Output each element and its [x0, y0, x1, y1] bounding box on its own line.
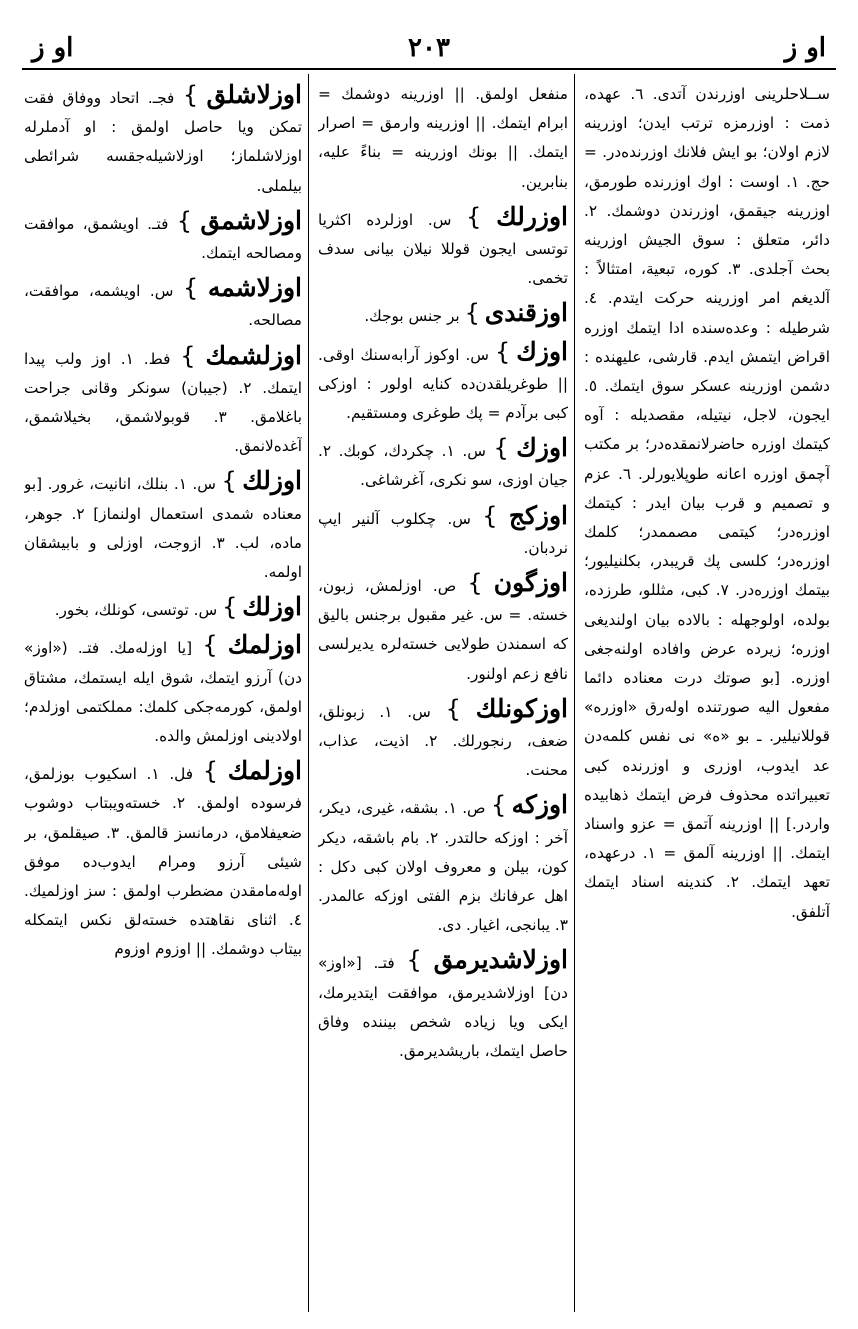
- dictionary-entry: [24, 80, 302, 201]
- entry-headword: اوزك: [516, 336, 568, 366]
- entry-headword: اوزلك: [242, 592, 302, 622]
- brace-glyph: }: [176, 206, 193, 235]
- dictionary-entry: [318, 945, 568, 1066]
- dictionary-entry: [24, 466, 302, 587]
- entry-definition: ســلاحلرینی اوزرندن آتدی. ٦. عهده، ذمت : اوزرمزه ترتب ایدن؛ اوزرینه لازم اولان؛ بو ایش فلانك اوزرنده‌در. = حج. ١. اوست : اوك اوزرنده طورمق، اوزرینه جیقمق، اوزرندن دوشمك. ٢. دائر، متعلق : سوق الجیش اوزرینه بحث آجلدی. ٣. کوره، تبعیة، امتثالاً : آلدیغم امر اوزرینه حرکت ایتدم. ٤. شرطیله : وعده‌سنده ادا ایتمك اوزره اقراض ایتمش ایدم. قارشی، علیهنده : دشمن اوزرینه عسکر سوق ایتمك. ٥. ایجون، لاجل، نیتیله، مقصدیله : آوه کیتمك اوزره حاضرلانمقده‌در؛ بر مکتب آچمق اوزره اعانه طوپلایورلر. ٦. عزم و تصمیم و قرب بیان ایدر : کیتمك اوزره‌در؛ کیتمی مصممدر؛ کلمك اوزره‌در؛ کلسی پك قریبدر، بکلنیلیور؛ بیتمك اوزره‌در. ٧. کبی، مثللو، طرزده، بولده، اولوجهله : بالاده بیان اولندیغی اوزره؛ زیرده عرض وافاده اولنه‌جغی اوزره. [بو صوتك درت معناده دائما مفعول الیه صورتنده اولەرق «اوزره» قوللانیلیر. ـ بو «ه» نی نفس کلمه‌دن عد ایدوب، اوزری و اوزرنده کبی تعبیراتده محذوف فرض ایتمك ذهابیده واردر.] || اوزرینه آتمق = عزو واسناد ایتمك. || اوزرینه آلمق = ١. درعهده، تعهد ایتمك. ٢. کندینه اسناد ایتمك آتلفق.: [584, 85, 830, 921]
- column-right: [584, 80, 830, 1315]
- entry-headword: اوزلمك: [227, 630, 302, 660]
- dictionary-entry: [318, 694, 568, 786]
- brace-glyph: }: [202, 757, 219, 786]
- entry-headword: اوزلاشلق: [206, 80, 302, 109]
- entry-headword: اوزلشمك: [205, 340, 302, 370]
- brace-glyph: }: [445, 694, 461, 723]
- entry-continuation: [584, 80, 830, 927]
- dictionary-entry: [318, 501, 568, 563]
- entry-headword: اوزرلك: [496, 201, 568, 231]
- dictionary-entry: [24, 341, 302, 462]
- entry-headword: اوزلاشدیرمق: [433, 945, 568, 975]
- dictionary-entry: [24, 756, 302, 964]
- entry-definition: س. اویشمه، موافقت، مصالحه.: [24, 282, 302, 330]
- dictionary-entry: [318, 202, 568, 294]
- brace-glyph: }: [482, 501, 498, 530]
- brace-glyph: }: [222, 593, 238, 622]
- entry-definition: فل. ١. اسکیوب بوزلمق، فرسوده اولمق. ٢. خسته‌ویبتاب دوشوب ضعیفلامق، درمانسز قالمق. ٣. صیقلمق، بر شیئی آرزو ومرام ایدوب‌ده موفق اولەمامقدن مضطرب اولمق : سز اوزلمیك. ٤. اثنای نقاهتده خسته‌لق نکس ایتمکله بیتاب دوشمك. || اوزوم اوزوم: [24, 765, 302, 959]
- entry-definition: [یا اوزله‌مك. فتـ. («اوز» دن) آرزو ایتمك، شوق ایله ایستمك، مشتاق اولمق، کورمه‌جکی کلمك: مملکتمی اوزلدم؛ اولادینی اوزلمش والده.: [24, 639, 302, 746]
- entry-headword: اوزلاشمق: [200, 205, 302, 235]
- brace-glyph: }: [494, 337, 511, 366]
- dictionary-entry: [318, 337, 568, 429]
- entry-definition: فتـ. اویشمق، موافقت ومصالحه ایتمك.: [24, 214, 302, 263]
- dictionary-entry: [318, 790, 568, 940]
- brace-glyph: }: [464, 299, 480, 328]
- column-divider: [574, 74, 575, 1312]
- entry-headword: اوزلاشمه: [207, 273, 302, 303]
- entry-continuation: [318, 80, 568, 197]
- entry-definition: ص. اوزلمش، زبون، خسته. = س. غیر مقبول برجنس بالیق که اسمندن طولایی خسته‌لره یدیرلسی نافع زعم اولنور.: [318, 577, 568, 683]
- header-left-guide-word: او ز: [32, 33, 74, 63]
- entry-headword: اوزك: [516, 433, 568, 463]
- entry-definition: س. چکلوب آلنیر ایپ نردبان.: [318, 509, 568, 557]
- entry-definition: س. اوکوز آرابه‌سنك اوقی. || طوغریلقدن‌ده کنایه اولور : اوزکی کبی برآدم = پك طوغری ومستقیم.: [318, 345, 568, 423]
- brace-glyph: }: [183, 274, 199, 303]
- entry-definition: س. ١. بنلك، انانیت، غرور. [بو معناده شمدی استعمال اولنماز] ٢. جوهر، ماده، لب. ٣. ازوجت، اوزلی و بابیشقان اولمه.: [24, 475, 302, 582]
- entry-definition: ص. ١. بشقه، غیری، دیکر، آخر : اوزکه حالتدر. ٢. بام باشقه، دیکر کون، بیلن و معروف اولان کبی دکل : اهل عرفانك بزم الفتی اوزکه عالمدر. ٣. یبانجی، اغیار. دی.: [318, 799, 568, 935]
- dictionary-entry: [318, 568, 568, 689]
- entry-headword: اوزکونلك: [475, 693, 568, 723]
- entry-definition: س. ١. چکردك، کوبك. ٢. جیان اوزی، سو نکری، آغرشاغی.: [318, 442, 568, 490]
- dictionary-entry: [24, 592, 302, 625]
- column-left: [24, 80, 302, 1315]
- dictionary-entry: [24, 206, 302, 268]
- entry-headword: اوزلك: [242, 466, 302, 496]
- brace-glyph: }: [202, 631, 218, 660]
- brace-glyph: }: [493, 434, 509, 463]
- entry-definition: بر جنس بوجك.: [364, 307, 460, 326]
- brace-glyph: }: [467, 569, 483, 598]
- entry-definition: فط. ١. اوز ولب پیدا ایتمك. ٢. (جیبان) سونکر وقانی جراحت باغلامق. ٣. قوبولاشمق، بخیلاشمق، آغدەلانمق.: [24, 349, 302, 456]
- dictionary-entry: [318, 298, 568, 331]
- entry-definition: منفعل اولمق. || اوزرینه دوشمك = ابرام ایتمك. || اوزرینه وارمق = اصرار ایتمك. || بونك اوزرینه = بناءً علیه، بنابرین.: [318, 85, 568, 191]
- brace-glyph: }: [221, 467, 237, 496]
- entry-headword: اوزکه: [511, 790, 568, 820]
- brace-glyph: }: [490, 791, 507, 820]
- entry-definition: س. توتسی، کونلك، بخور.: [54, 601, 218, 620]
- entry-headword: اوزگون: [493, 568, 568, 598]
- entry-definition: فجـ. اتحاد ووفاق فقت تمکن ویا حاصل اولمق : او آدملرله اوزلاشلماز؛ اوزلاشیله‌جقسه شرائطی بیلملی.: [24, 89, 302, 195]
- entry-headword: اوزکج: [508, 500, 568, 530]
- column-middle: [318, 80, 568, 1315]
- entry-definition: س. ١. زبونلق، ضعف، رنجورلك. ٢. اذیت، عذاب، محنت.: [318, 702, 568, 780]
- dictionary-entry: [24, 273, 302, 335]
- brace-glyph: }: [180, 341, 196, 370]
- entry-headword: اوزلمك: [227, 756, 302, 786]
- page-number: ٢٠٣: [408, 33, 450, 63]
- brace-glyph: }: [466, 202, 482, 231]
- header-right-guide-word: او ز: [784, 33, 826, 63]
- dictionary-entry: [24, 630, 302, 751]
- brace-glyph: }: [406, 946, 422, 975]
- entry-definition: س. اوزلرده اکثریا توتسی ایجون قوللا نیلان بیانی سدف تخمی.: [318, 210, 568, 288]
- page-header: [22, 30, 836, 70]
- brace-glyph: }: [182, 81, 199, 109]
- entry-definition: فتـ. [«اوز» دن] اوزلاشدیرمق، موافقت ایتدیرمك، ایکی ویا زیاده شخص بیننده وفاق حاصل ایتمك، باریشدیرمق.: [318, 954, 568, 1061]
- dictionary-entry: [318, 433, 568, 495]
- entry-headword: اوزقندی: [484, 298, 568, 328]
- column-divider: [308, 74, 309, 1312]
